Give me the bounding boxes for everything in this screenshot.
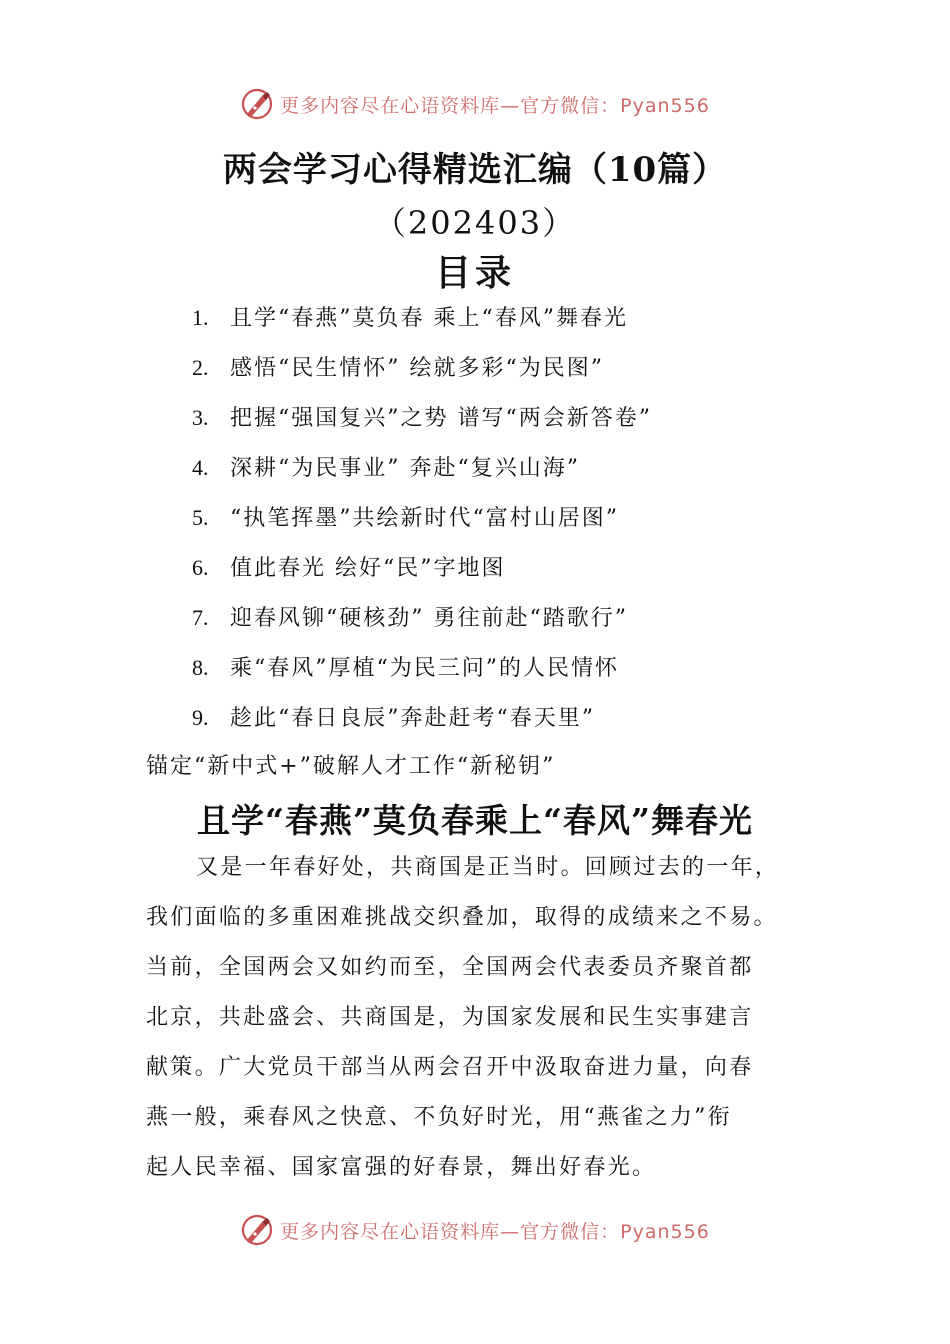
- toc-item[interactable]: [192, 502, 619, 534]
- toc-item-text: 深耕“为民事业” 奔赴“复兴山海”: [230, 456, 580, 481]
- paragraph-line: 又是一年春好处，共商国是正当时。回顾过去的一年，: [196, 855, 780, 880]
- toc-item-number: 7.: [192, 605, 209, 630]
- toc-item[interactable]: [192, 352, 604, 384]
- toc-item-number: 6.: [192, 555, 209, 580]
- toc-item-text: 乘“春风”厚植“为民三问”的人民情怀: [230, 656, 619, 681]
- toc-item-number: 9.: [192, 705, 209, 730]
- toc-item[interactable]: [192, 552, 506, 584]
- paragraph-line: 献策。广大党员干部当从两会召开中汲取奋进力量，向春: [146, 1055, 754, 1080]
- toc-item-text: “执笔挥墨”共绘新时代“富村山居图”: [230, 506, 619, 531]
- toc-item[interactable]: [192, 452, 580, 484]
- toc-heading: 目录: [434, 252, 515, 294]
- toc-item[interactable]: [192, 602, 628, 634]
- toc-item-number: 2.: [192, 355, 209, 380]
- watermark-banner-bottom: [0, 1210, 950, 1250]
- toc-item-text: 迎春风铆“硬核劲” 勇往前赴“踏歌行”: [230, 606, 628, 631]
- paragraph-line: 燕一般，乘春风之快意、不负好时光，用“燕雀之力”衔: [146, 1105, 732, 1130]
- toc-item-number: 8.: [192, 655, 209, 680]
- toc-item-text: 感悟“民生情怀” 绘就多彩“为民图”: [230, 356, 604, 381]
- watermark-banner-top: [0, 84, 950, 124]
- toc-item-text: 且学“春燕”莫负春 乘上“春风”舞春光: [230, 306, 628, 331]
- paragraph-line: 起人民幸福、国家富强的好春景，舞出好春光。: [146, 1155, 657, 1180]
- toc-item[interactable]: [192, 702, 595, 734]
- section-title: 且学“春燕”莫负春乘上“春风”舞春光: [197, 801, 753, 840]
- toc-item[interactable]: [192, 302, 628, 334]
- pen-nib-logo-icon: [240, 87, 274, 121]
- toc-item-number: 4.: [192, 455, 209, 480]
- toc-item-text: 值此春光 绘好“民”字地图: [230, 556, 506, 581]
- document-title: 两会学习心得精选汇编（10篇）: [222, 150, 728, 190]
- paragraph-line: 我们面临的多重困难挑战交织叠加，取得的成绩来之不易。: [146, 905, 778, 930]
- watermark-text: 更多内容尽在心语资料库—官方微信：Pyan556: [280, 1220, 710, 1243]
- toc-item[interactable]: [192, 402, 652, 434]
- toc-item-number: 1.: [192, 305, 209, 330]
- document-subtitle: （202403）: [373, 204, 577, 242]
- paragraph-line: 当前，全国两会又如约而至，全国两会代表委员齐聚首都: [146, 955, 754, 980]
- pen-nib-logo-icon: [240, 1213, 274, 1247]
- toc-item-text: 把握“强国复兴”之势 谱写“两会新答卷”: [230, 406, 652, 431]
- toc-item-number: 3.: [192, 405, 209, 430]
- paragraph-line: 北京，共赴盛会、共商国是，为国家发展和民生实事建言: [146, 1005, 754, 1030]
- toc-item-number: 5.: [192, 505, 209, 530]
- toc-item-text: 趁此“春日良辰”奔赴赶考“春天里”: [230, 706, 595, 731]
- toc-item[interactable]: [192, 652, 619, 684]
- toc-item-unnumbered[interactable]: 锚定“新中式+”破解人才工作“新秘钥”: [146, 754, 556, 779]
- watermark-text: 更多内容尽在心语资料库—官方微信：Pyan556: [280, 94, 710, 117]
